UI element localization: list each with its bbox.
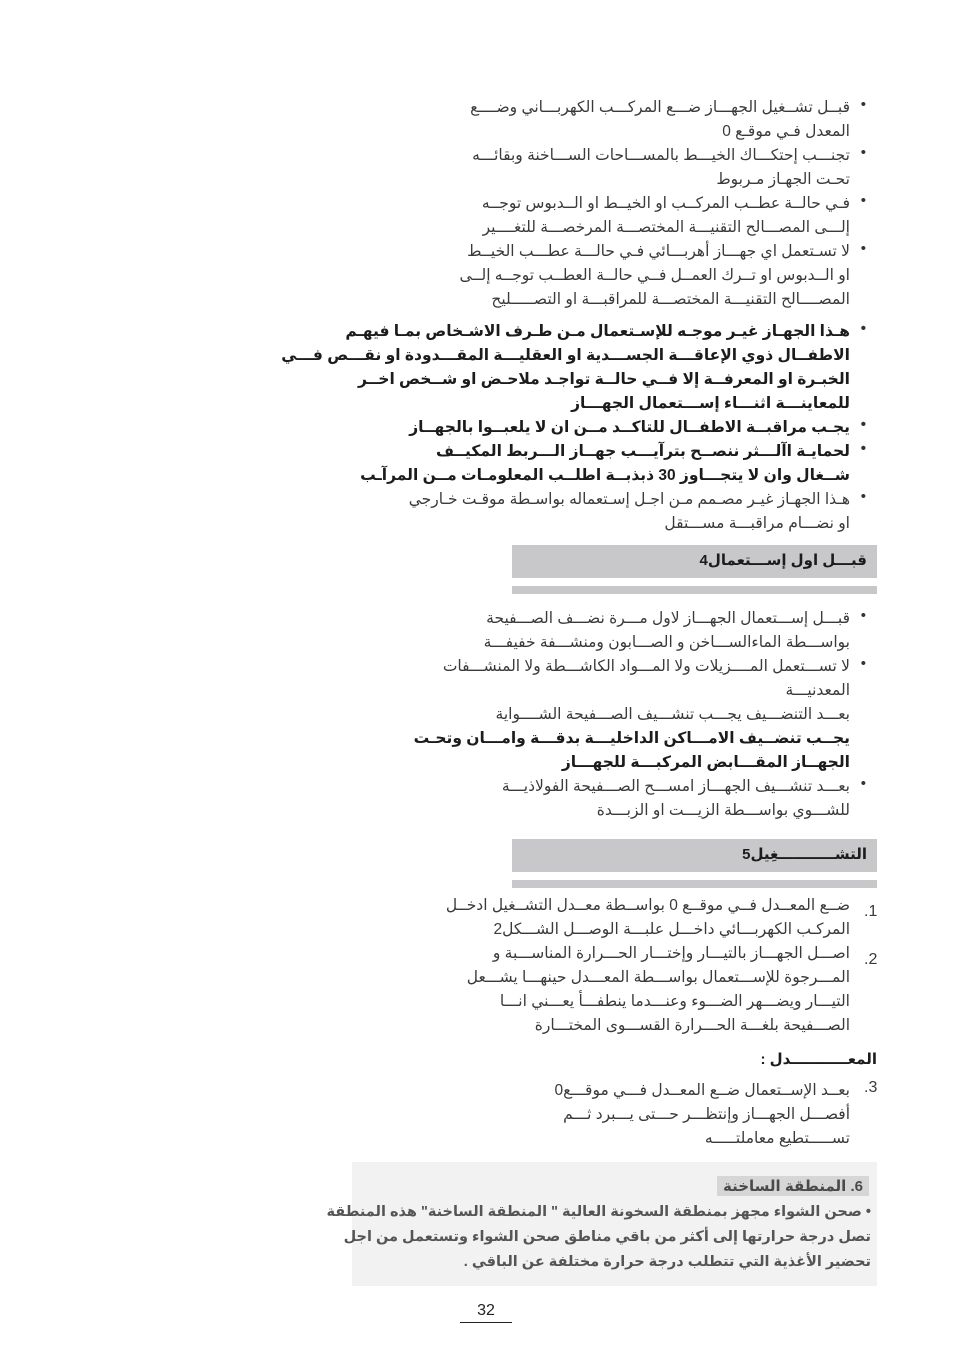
op-number-1: .1	[864, 903, 878, 920]
bullet-oil-plate: • بعـــد تنشـــيف الجهـــاز امســـح الصـــفيحة الفولاذيـــة للشـــوي بواســـطة الزيـــت او الزبـــدة	[414, 775, 850, 823]
bullet-not-for-persons: • هـذا الجهـاز غيـر موجـه للإسـتعمال مـن طـرف الاشـخاص بمـا فيهـم الاطفــال ذوي الإعاقـــة الجســـدية او العقليـــة المقـــدودة او نقـــص فـــي الخبـرة او المعرفــة إلا فــي حالــة تواجـد ملاحـض او شــخص اخــر للمعاينـــة اثنـــاء إســـتعمال الجهـــاز	[281, 320, 850, 416]
hot-zone-section	[326, 1162, 877, 1286]
operation-step-2: اصـــل الجهـــاز بالتيـــار وإختـــار الحـــرارة المناســـبة و المـــرجوة للإســـتعمال بواســـطة المعـــدل حينهـــا يشـــعل التيـــار ويضـــهر الضـــوء وعنـــدما ينطفـــأ يعـــني انـــا الصـــفيحة بلغـــة الحـــرارة القســـوى المختـــارة	[466, 945, 850, 1034]
safety-bullets	[459, 96, 850, 312]
bullet-supervise-children: • يجـب مراقبــة الاطفــال للتاكــد مــن ان لا يلعبــوا بالجهــاز	[281, 416, 850, 440]
section-5-title: التشـــــــــــغِيل5	[742, 846, 867, 863]
bullet-no-abrasives: • لا تســـتعمل المــــزيلات ولا المـــواد الكاشـــطة ولا المنشـــفات المعدنيـــة	[414, 655, 850, 703]
section-4-header	[512, 545, 877, 578]
bullet-before-operation: • قبــل تشــغيل الجهـــاز ضـــع المركـــب الكهربـــاني وضــــع المعدل فـي موقـع 0	[459, 96, 850, 144]
op-number-2: .2	[864, 951, 878, 968]
clean-inner-parts-text: يجــب تنضــيف الامـــاكن الداخليـــة بدقـــة وامـــان وتحـت الجهــاز المقـــابض المركبـــة للجهـــاز	[413, 730, 850, 771]
bullet-do-not-use-damaged: • لا تسـتعمل اي جهـــاز أهربـــائي فـي حالـــة عطـــب الخيــط او الــدبوس او تــرك العمــل فــي حالــة العطــب توجــه إلــى المصــــالح التقنيـــة المختصـــة للمراقبـــة او التصـــــليح	[459, 240, 850, 312]
op-number-3: .3	[864, 1079, 878, 1096]
hot-zone-text: • صحن الشواء مجهز بمنطقة السخونة العالية " المنطقة الساخنة" هذه المنطقة تصل درجة حرارتها إلى أكثر من باقي مناطق صحن الشواء وتستعمل من اجل تحضير الأغذية التي تتطلب درجة حرارة مختلفة عن الباقي .	[326, 1204, 871, 1270]
bullet-external-timer: • هـذا الجهـاز غيـر مصـمم مـن اجـل إسـتعماله بواسـطة موقـت خـارجي او نضـــام مراقبـــة مســـتقل	[281, 488, 850, 536]
after-cleaning-text: بعـــد التنضـــيف يجـــب تنشـــيف الصـــفيحة الشــــواية	[495, 706, 850, 723]
section-5-divider	[512, 880, 877, 888]
operation-step-3: بعــد الإســتعمال ضــع المعــدل فـــي موقـــع0 أفصـــل الجهـــاز وإنتظـــر حـــتى يـــبرد ثـــم تســـــتطيع معاملتـــــه	[554, 1082, 850, 1147]
bullet-damage-service: • فـي حالــة عطــب المركــب او الخيــط او الــدبوس توجــه إلـــى المصـــالح التقنيـــة المختصـــة المرخصـــة للتغــــير	[459, 192, 850, 240]
bullet-protection-device: • لحمايـة اآلـــثر ننصــح بترآيـــب جهــاز الـــربط المكيــف شــغال وان لا يتجـــاوز 30 ذبذبــة اطلــب المعلومـات مــن المرآـب	[281, 440, 850, 488]
operation-step-1: ضــع المعــدل فــي موقــع 0 بواســطة معــدل التشــغيل ادخــل المركـب الكهربـــائي داخـــل علبـــة الوصـــل الشـــكل2	[445, 897, 850, 938]
hot-zone-heading: 6. المنطقة الساخنة	[717, 1176, 869, 1196]
regulator-label: المعـــــــــــدل :	[760, 1051, 877, 1068]
section-5-header	[512, 839, 877, 872]
first-use-instructions	[414, 607, 850, 823]
page-number: 32	[460, 1302, 512, 1323]
section-4-divider	[512, 586, 877, 594]
section-4-title: قبـــل اول إســـتعمال4	[699, 552, 867, 569]
warning-bullets	[281, 320, 850, 536]
bullet-avoid-cable-contact: • تجنـــب إحتكـــاك الخيـــط بالمســـاحات الســـاخنة وبقائـــه تحـت الجهـاز مـربوط	[459, 144, 850, 192]
bullet-clean-plate: • قبـــل إســـتعمال الجهـــاز لاول مـــرة نضـــف الصـــفيحة بواســـطة الماءالســـاخن و الصـــابون ومنشـــفة خفيفـــة	[414, 607, 850, 655]
